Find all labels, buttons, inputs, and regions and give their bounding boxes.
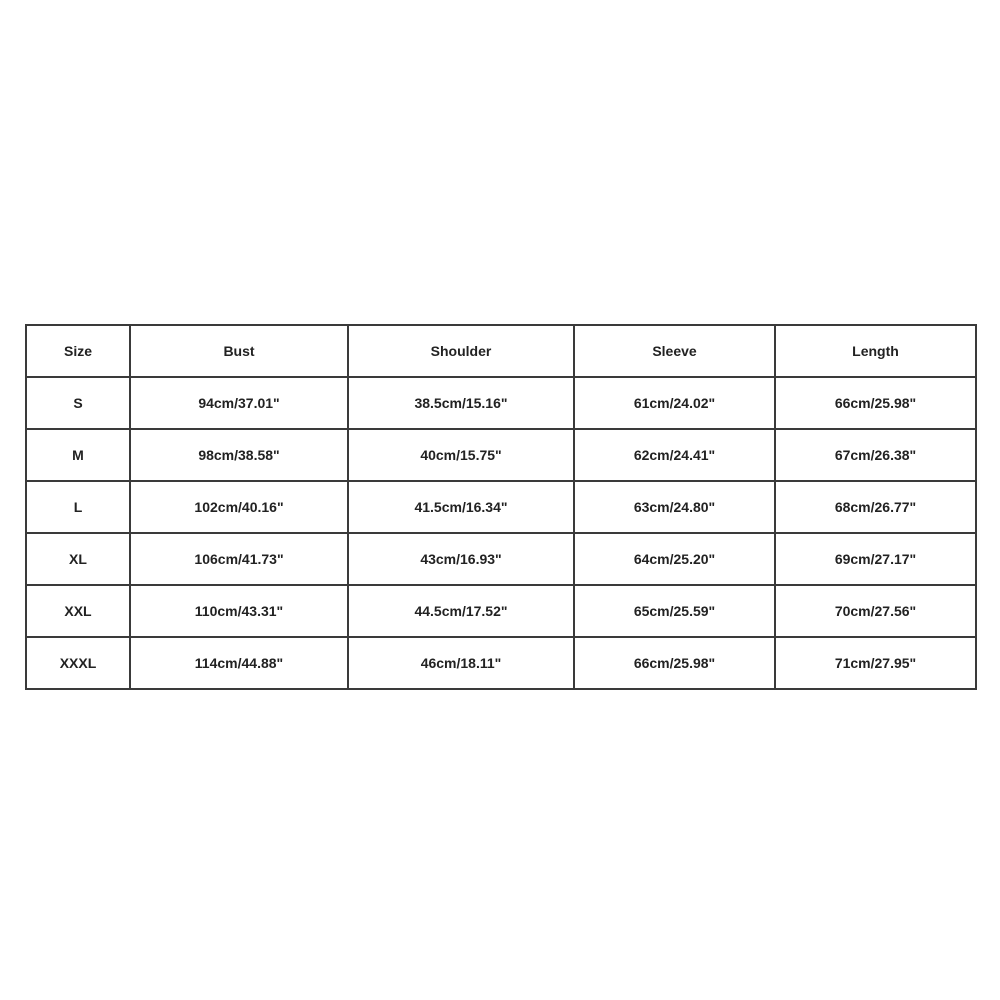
cell-length: 66cm/25.98": [775, 377, 976, 429]
cell-size: XL: [26, 533, 130, 585]
cell-size: M: [26, 429, 130, 481]
table-row: [26, 533, 976, 585]
header-bust: Bust: [130, 325, 348, 377]
cell-bust: 114cm/44.88": [130, 637, 348, 689]
cell-bust: 106cm/41.73": [130, 533, 348, 585]
header-shoulder: Shoulder: [348, 325, 574, 377]
cell-bust: 94cm/37.01": [130, 377, 348, 429]
table-row: [26, 481, 976, 533]
cell-size: XXXL: [26, 637, 130, 689]
cell-shoulder: 40cm/15.75": [348, 429, 574, 481]
cell-shoulder: 46cm/18.11": [348, 637, 574, 689]
header-row: [26, 325, 976, 377]
table-row: [26, 429, 976, 481]
cell-bust: 102cm/40.16": [130, 481, 348, 533]
cell-length: 71cm/27.95": [775, 637, 976, 689]
cell-sleeve: 66cm/25.98": [574, 637, 775, 689]
cell-size: XXL: [26, 585, 130, 637]
cell-shoulder: 41.5cm/16.34": [348, 481, 574, 533]
cell-shoulder: 43cm/16.93": [348, 533, 574, 585]
cell-bust: 110cm/43.31": [130, 585, 348, 637]
header-length: Length: [775, 325, 976, 377]
header-size: Size: [26, 325, 130, 377]
cell-length: 67cm/26.38": [775, 429, 976, 481]
cell-shoulder: 44.5cm/17.52": [348, 585, 574, 637]
cell-shoulder: 38.5cm/15.16": [348, 377, 574, 429]
cell-length: 69cm/27.17": [775, 533, 976, 585]
table-row: [26, 637, 976, 689]
cell-length: 70cm/27.56": [775, 585, 976, 637]
cell-sleeve: 63cm/24.80": [574, 481, 775, 533]
size-chart-table: [25, 324, 977, 690]
cell-sleeve: 62cm/24.41": [574, 429, 775, 481]
cell-sleeve: 61cm/24.02": [574, 377, 775, 429]
table-row: [26, 585, 976, 637]
cell-size: L: [26, 481, 130, 533]
header-sleeve: Sleeve: [574, 325, 775, 377]
cell-size: S: [26, 377, 130, 429]
table-row: [26, 377, 976, 429]
cell-sleeve: 65cm/25.59": [574, 585, 775, 637]
cell-length: 68cm/26.77": [775, 481, 976, 533]
cell-sleeve: 64cm/25.20": [574, 533, 775, 585]
cell-bust: 98cm/38.58": [130, 429, 348, 481]
